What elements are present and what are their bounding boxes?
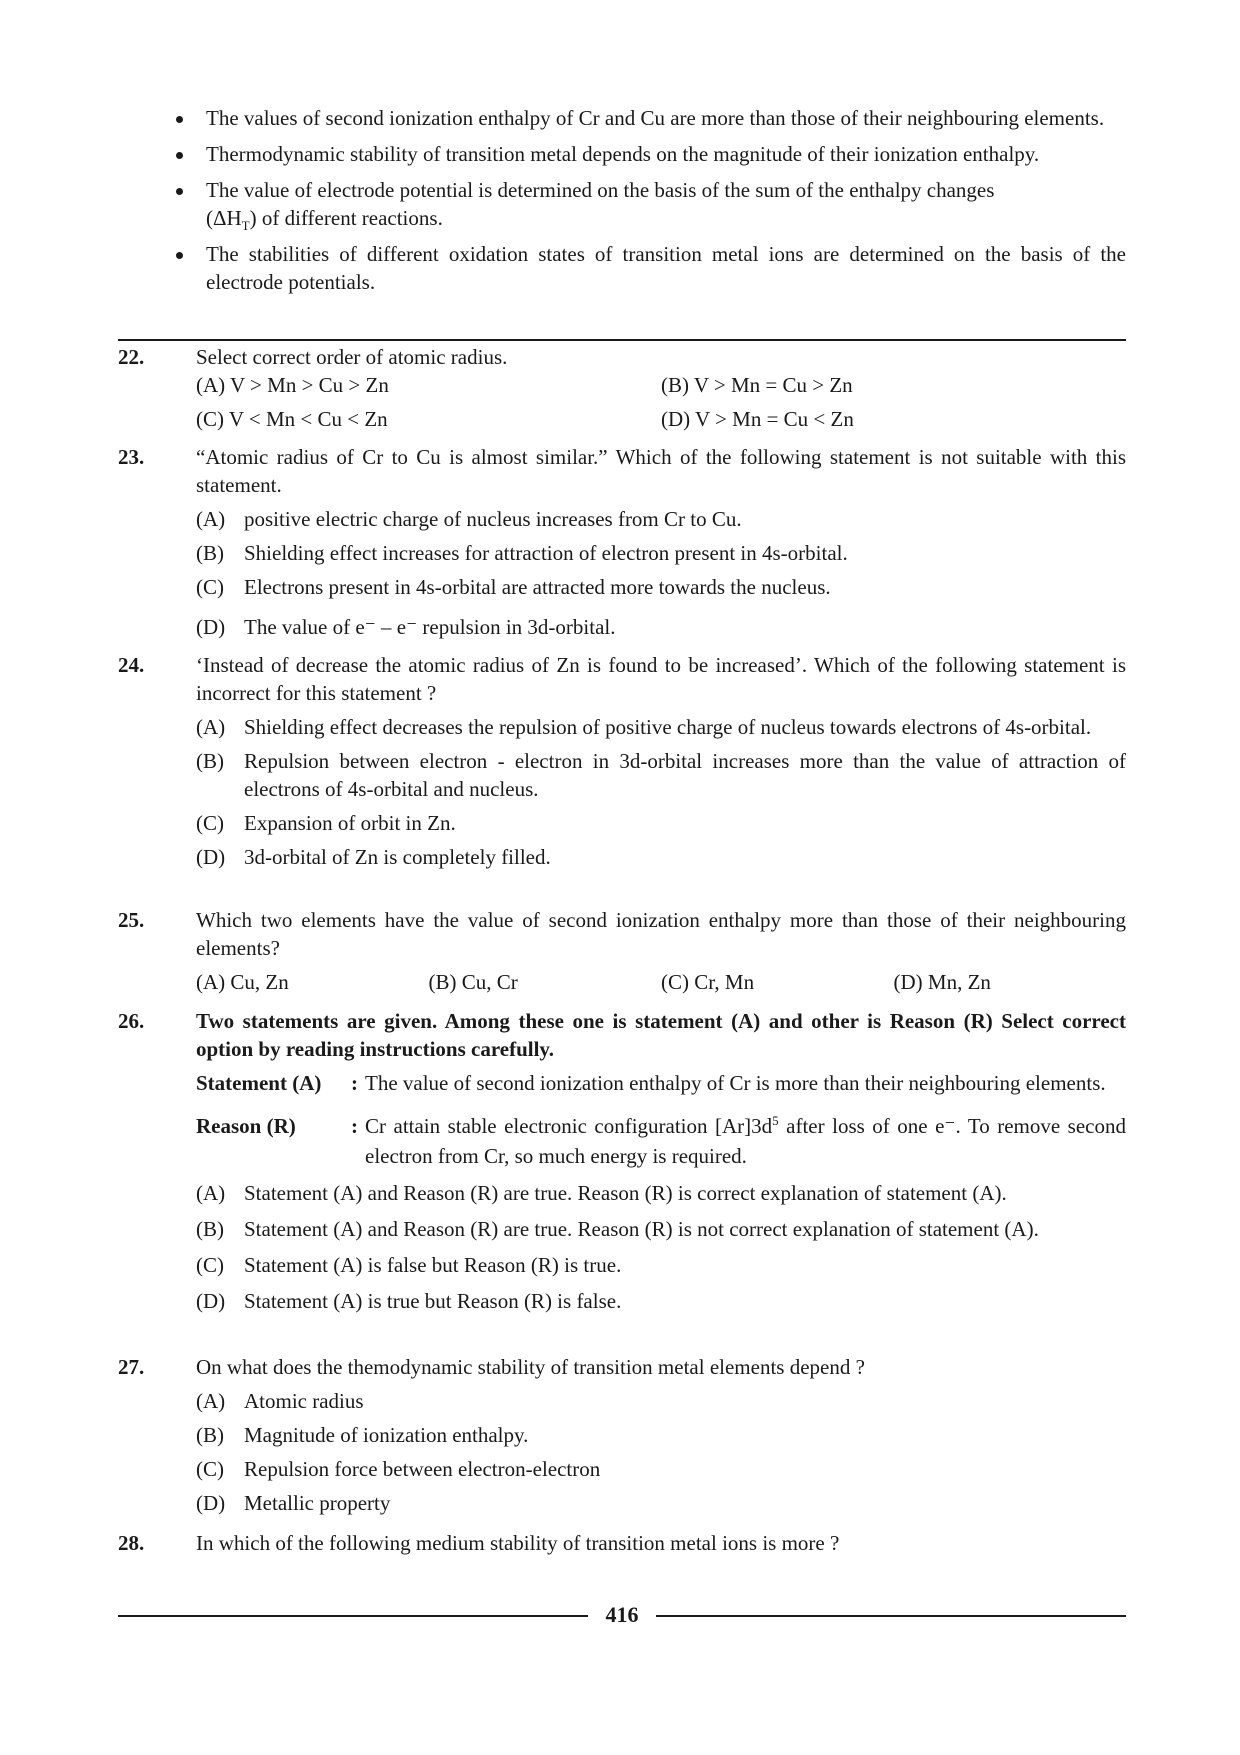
bullet-dot-icon xyxy=(176,152,183,159)
options-row xyxy=(196,968,1126,996)
question-text: Two statements are given. Among these one is statement (A) and other is Reason (R) Select correct option by reading instructions carefully. xyxy=(196,1009,1126,1061)
option-d: (D) V > Mn = Cu < Zn xyxy=(661,407,854,431)
options-row xyxy=(196,371,1126,399)
question-text: “Atomic radius of Cr to Cu is almost similar.” Which of the following statement is not suitable with this statement. xyxy=(196,445,1126,497)
question-27 xyxy=(118,1353,1126,1517)
bullet-item: The stabilities of different oxidation states of transition metal ions are determined on the basis of the electrode potentials. xyxy=(176,240,1126,296)
question-text: On what does the themodynamic stability of transition metal elements depend ? xyxy=(196,1355,865,1379)
bullet-item: Thermodynamic stability of transition metal depends on the magnitude of their ionization enthalpy. xyxy=(176,140,1126,168)
bullet-dot-icon xyxy=(176,116,183,123)
question-number: 25. xyxy=(118,908,145,932)
question-text: ‘Instead of decrease the atomic radius of Zn is found to be increased’. Which of the following statement is incorrect for this statement ? xyxy=(196,653,1126,705)
question-24 xyxy=(118,651,1126,871)
option-d: (D) The value of e⁻ – e⁻ repulsion in 3d-orbital. xyxy=(196,615,616,639)
question-number: 26. xyxy=(118,1009,145,1033)
option-b: (B) Magnitude of ionization enthalpy. xyxy=(196,1423,529,1447)
option-d: (D) Statement (A) is true but Reason (R) is false. xyxy=(196,1289,622,1313)
summary-bullets xyxy=(176,104,1126,304)
option-a: (A) Atomic radius xyxy=(196,1389,364,1413)
bullet-item: The value of electrode potential is determined on the basis of the sum of the enthalpy changes $(\Delta H_T)$ of different reactions. xyxy=(176,176,1126,232)
option-c: (C) Cr, Mn xyxy=(661,970,755,994)
question-number: 23. xyxy=(118,445,145,469)
option-c: (C) Statement (A) is false but Reason (R) is true. xyxy=(196,1253,622,1277)
option-b: (B) V > Mn = Cu > Zn xyxy=(661,373,853,397)
question-23 xyxy=(118,443,1126,641)
question-28 xyxy=(118,1529,1126,1557)
option-a: (A) positive electric charge of nucleus increases from Cr to Cu. xyxy=(196,507,742,531)
question-text: Select correct order of atomic radius. xyxy=(196,345,508,369)
option-a: (A) Shielding effect decreases the repulsion of positive charge of nucleus towards electrons of 4s-orbital. xyxy=(196,715,1092,739)
option-a: (A) Statement (A) and Reason (R) are true. Reason (R) is correct explanation of statement (A). xyxy=(196,1181,1007,1205)
page-number: 416 xyxy=(605,1602,639,1627)
page-footer xyxy=(118,1600,1126,1630)
option-b: (B) Repulsion between electron - electron in 3d-orbital increases more than the value of attraction of electrons of 4s-orbital and nucleus. xyxy=(196,749,1126,801)
question-text: Which two elements have the value of second ionization enthalpy more than those of their neighbouring elements? xyxy=(196,908,1126,960)
question-number: 22. xyxy=(118,345,145,369)
option-c: (C) Repulsion force between electron-electron xyxy=(196,1457,601,1481)
question-22 xyxy=(118,343,1126,433)
bullet-dot-icon xyxy=(176,252,183,259)
footer-rule-right xyxy=(656,1615,1126,1617)
option-b: (B) Cu, Cr xyxy=(428,970,518,994)
option-b: (B) Statement (A) and Reason (R) are true. Reason (R) is not correct explanation of statement (A). xyxy=(196,1217,1039,1241)
question-number: 27. xyxy=(118,1355,145,1379)
question-number: 24. xyxy=(118,653,145,677)
option-c: (C) V < Mn < Cu < Zn xyxy=(196,407,388,431)
option-c: (C) Expansion of orbit in Zn. xyxy=(196,811,456,835)
option-a: (A) Cu, Zn xyxy=(196,970,289,994)
option-d: (D) Metallic property xyxy=(196,1491,391,1515)
bullet-item: The values of second ionization enthalpy of Cr and Cu are more than those of their neighbouring elements. xyxy=(176,104,1126,132)
question-number: 28. xyxy=(118,1531,145,1555)
section-divider xyxy=(118,339,1126,341)
option-c: (C) Electrons present in 4s-orbital are attracted more towards the nucleus. xyxy=(196,575,831,599)
reason-r: Reason (R) : Cr attain stable electronic configuration $[Ar]3d^5$ after loss of one e⁻. To remove second electron from Cr, so much energy is required. xyxy=(196,1113,1126,1168)
option-d: (D) Mn, Zn xyxy=(893,970,991,994)
statement-a: Statement (A) : The value of second ionization enthalpy of Cr is more than their neighbouring elements. xyxy=(196,1071,1106,1095)
option-d: (D) 3d-orbital of Zn is completely filled. xyxy=(196,845,551,869)
option-b: (B) Shielding effect increases for attraction of electron present in 4s-orbital. xyxy=(196,541,848,565)
options-row xyxy=(196,405,1126,433)
question-26 xyxy=(118,1007,1126,1315)
question-25 xyxy=(118,906,1126,996)
question-text: In which of the following medium stability of transition metal ions is more ? xyxy=(196,1531,840,1555)
option-a: (A) V > Mn > Cu > Zn xyxy=(196,373,389,397)
bullet-dot-icon xyxy=(176,188,183,195)
